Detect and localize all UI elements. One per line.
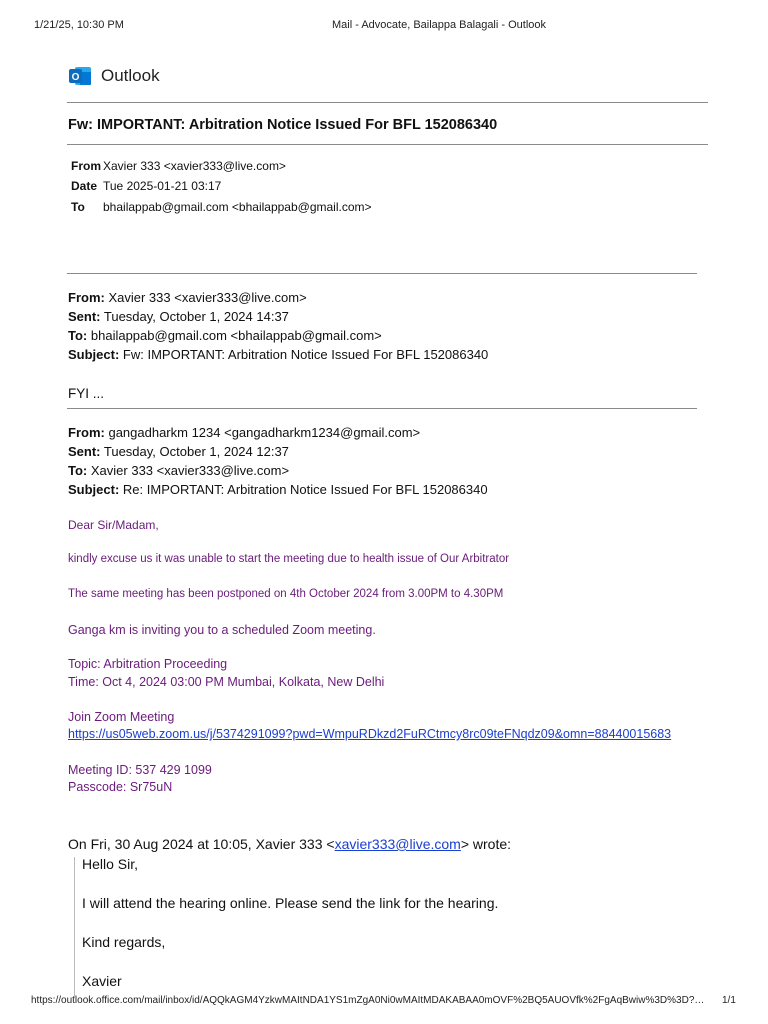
body-line2: The same meeting has been postponed on 4th October 2024 from 3.00PM to 4.30PM [68, 588, 504, 600]
meeting-id: Meeting ID: 537 429 1099 [68, 763, 212, 777]
print-datetime: 1/21/25, 10:30 PM [34, 19, 124, 31]
outlook-logo-icon [68, 64, 92, 88]
quoted-name: Xavier [82, 973, 122, 989]
fw1-to: To: bhailappab@gmail.com <bhailappab@gmail.com> [68, 328, 382, 343]
fw1-body: FYI ... [68, 386, 105, 401]
zoom-link[interactable]: https://us05web.zoom.us/j/5374291099?pwd=WmpuRDkzd2FuRCtmcy8rc09teFNqdz09&omn=88440015683 [68, 727, 672, 741]
fw2-from: From: gangadharkm 1234 <gangadharkm1234@gmail.com> [68, 425, 421, 440]
body-topic: Topic: Arbitration Proceeding [68, 657, 228, 671]
divider [67, 144, 708, 145]
divider [67, 102, 708, 103]
fw2-subject: Subject: Re: IMPORTANT: Arbitration Notice Issued For BFL 152086340 [68, 482, 488, 497]
quoted-regards: Kind regards, [82, 934, 166, 950]
to-label: To [71, 200, 85, 214]
header-from [71, 159, 286, 173]
body-invite: Ganga km is inviting you to a scheduled Zoom meeting. [68, 623, 376, 637]
body-join-label: Join Zoom Meeting [68, 710, 175, 724]
passcode: Passcode: Sr75uN [68, 780, 173, 794]
fw1-from: From: Xavier 333 <xavier333@live.com> [68, 290, 307, 305]
from-label: From [71, 159, 101, 173]
page-number: 1/1 [722, 995, 736, 1006]
brand-name: Outlook [101, 66, 160, 85]
quoted-intro: On Fri, 30 Aug 2024 at 10:05, Xavier 333 <xavier333@live.com> wrote: [68, 836, 512, 852]
body-line1: kindly excuse us it was unable to start the meeting due to health issue of Our Arbitrator [68, 553, 510, 565]
date-value: Tue 2025-01-21 03:17 [103, 179, 222, 193]
divider [67, 273, 697, 274]
quoted-email-link[interactable]: xavier333@live.com [334, 836, 461, 852]
divider [67, 408, 697, 409]
body-greeting: Dear Sir/Madam, [68, 518, 159, 532]
header-date [71, 179, 221, 193]
fw1-sent: Sent: Tuesday, October 1, 2024 14:37 [68, 309, 289, 324]
print-title: Mail - Advocate, Bailappa Balagali - Outlook [332, 19, 547, 31]
quote-bar [74, 857, 75, 997]
date-label: Date [71, 179, 98, 193]
footer-url: https://outlook.office.com/mail/inbox/id/AQQkAGM4YzkwMAItNDA1YS1mZgA0Ni0wMAItMDAKABAA0mOVF%2BQ5AUOVfk%2FgAqBwiw%3D%3D?… [31, 995, 705, 1006]
fw2-to: To: Xavier 333 <xavier333@live.com> [68, 463, 290, 478]
quoted-line: I will attend the hearing online. Please send the link for the hearing. [82, 895, 499, 911]
header-to [71, 200, 372, 214]
logo-letter: O [71, 72, 80, 83]
fw2-sent: Sent: Tuesday, October 1, 2024 12:37 [68, 444, 289, 459]
to-value: bhailappab@gmail.com <bhailappab@gmail.com> [103, 200, 372, 214]
fw1-subject: Subject: Fw: IMPORTANT: Arbitration Notice Issued For BFL 152086340 [68, 347, 489, 362]
from-value: Xavier 333 <xavier333@live.com> [103, 159, 286, 173]
email-subject: Fw: IMPORTANT: Arbitration Notice Issued For BFL 152086340 [68, 117, 498, 133]
body-time: Time: Oct 4, 2024 03:00 PM Mumbai, Kolkata, New Delhi [68, 675, 385, 689]
quoted-hello: Hello Sir, [82, 856, 139, 872]
